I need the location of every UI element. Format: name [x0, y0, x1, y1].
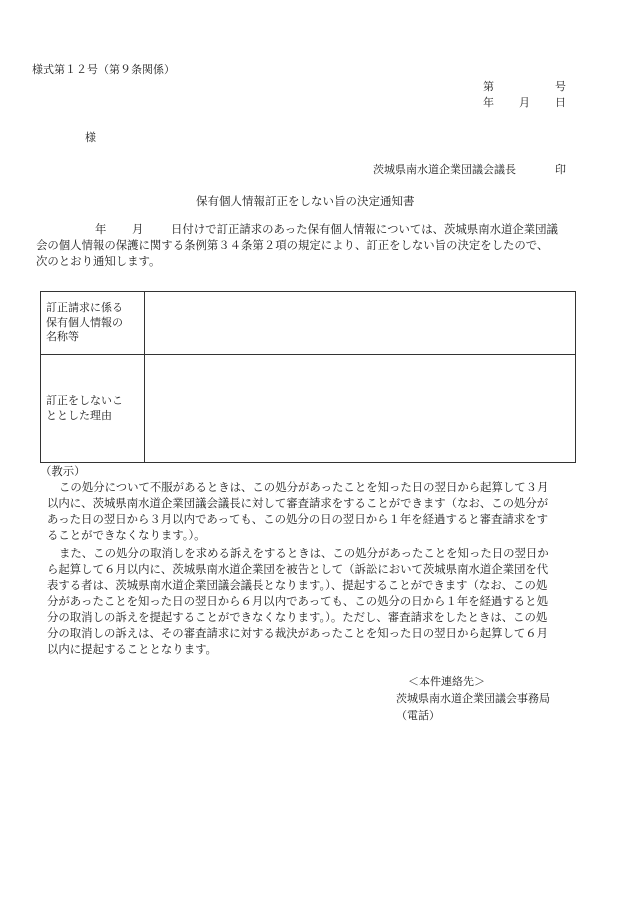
- table-row: [41, 292, 576, 355]
- date-day-label: 日: [555, 96, 566, 109]
- notice-para2-line: 分があったことを知った日の翌日から６月以内であっても、この処分の日から１年を経過すると処: [47, 594, 548, 608]
- notice-para1-line: ることができなくなります。）。: [47, 528, 206, 542]
- row2-value: [145, 355, 576, 463]
- notice-para2-line: 分の取消しの訴えを提起することができなくなります。）。ただし、審査請求をしたときは、この処: [47, 610, 548, 624]
- intro-line-1: 日付けで訂正請求のあった保有個人情報については、茨城県南水道企業団議: [171, 222, 558, 236]
- notice-para2-line: 表する者は、茨城県南水道企業団議会議長となります。）、提起することができます（なお、この処: [47, 578, 548, 592]
- notice-para2-line: 分の取消しの訴えは、その審査請求に対する裁決があったことを知った日の翌日から起算して６月: [47, 626, 549, 640]
- contact-office: 茨城県南水道企業団議会事務局: [396, 692, 550, 705]
- doc-number-prefix: 第: [483, 80, 494, 93]
- info-table: [40, 291, 576, 463]
- notice-para1-line: あった日の翌日から３月以内であっても、この処分の日の翌日から１年を経過すると審査請求をす: [47, 512, 548, 526]
- notice-para2-line: ら起算して６月以内に、茨城県南水道企業団を被告として（訴訟において茨城県南水道企業団を代: [47, 562, 549, 576]
- row2-label-line: 訂正をしないこ: [46, 394, 123, 407]
- contact-heading: ＜本件連絡先＞: [408, 675, 485, 688]
- row2-label: [41, 355, 145, 463]
- date-year-label: 年: [483, 96, 494, 109]
- doc-number-suffix: 号: [555, 80, 566, 93]
- row1-label-line: 保有個人情報の: [46, 315, 123, 329]
- intro-date-month: 月: [132, 222, 144, 236]
- intro-date-year: 年: [95, 222, 107, 236]
- date-month-label: 月: [519, 96, 530, 109]
- table-row: [41, 355, 576, 463]
- notice-para2-line: 以内に提起することとなります。: [47, 642, 217, 656]
- row2-label-line: ととした理由: [46, 408, 112, 422]
- notice-heading: （教示）: [40, 464, 86, 478]
- row1-label-line: 訂正請求に係る: [46, 301, 123, 315]
- issuer-seal: 印: [555, 163, 566, 176]
- notice-para2-line: また、この処分の取消しを求める訴えをするときは、この処分があったことを知った日の翌日か: [59, 546, 549, 560]
- row1-value: [145, 292, 576, 355]
- notice-para1-line: この処分について不服があるときは、この処分があったことを知った日の翌日から起算して３月: [59, 480, 549, 494]
- form-number: 様式第１２号（第９条関係）: [32, 63, 175, 76]
- row1-label: [41, 292, 145, 355]
- document-title: 保有個人情報訂正をしない旨の決定通知書: [196, 194, 415, 208]
- contact-phone-label: （電話）: [396, 709, 440, 722]
- notice-para1-line: 以内に、茨城県南水道企業団議会議長に対して審査請求をすることができます（なお、この処分が: [47, 496, 549, 510]
- row1-label-line: 名称等: [46, 330, 79, 344]
- intro-line-2: 会の個人情報の保護に関する条例第３４条第２項の規定により、訂正をしない旨の決定をしたので、: [36, 238, 549, 252]
- addressee-honorific: 様: [85, 131, 96, 144]
- issuer-name: 茨城県南水道企業団議会議長: [373, 163, 516, 176]
- intro-line-3: 次のとおり通知します。: [36, 254, 161, 268]
